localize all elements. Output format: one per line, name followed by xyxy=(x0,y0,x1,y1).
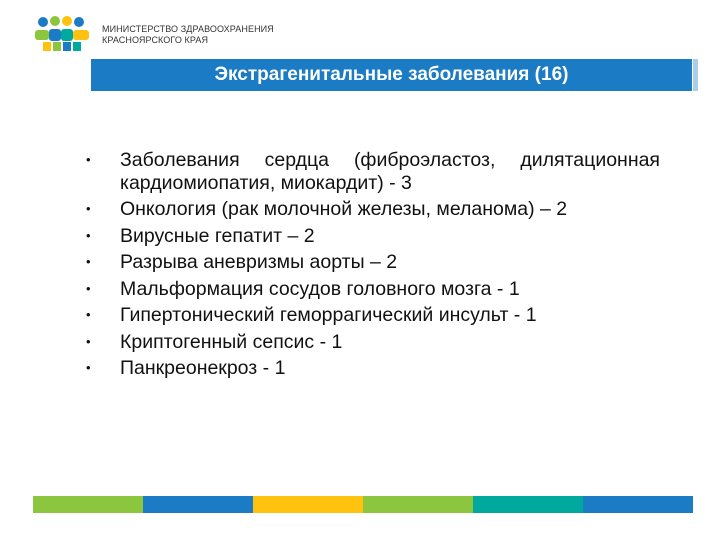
list-item xyxy=(80,198,660,221)
list-item xyxy=(80,278,660,301)
bottom-bar-segment xyxy=(143,496,253,513)
bottom-bar-segment xyxy=(253,496,363,513)
list-item-text: Онкология (рак молочной железы, меланома) – 2 xyxy=(120,198,568,220)
list-item xyxy=(80,357,660,380)
bullet-icon: • xyxy=(86,360,91,375)
list-item xyxy=(80,304,660,327)
bottom-color-bar xyxy=(33,496,693,513)
list-item-text: Разрыва аневризмы аорты – 2 xyxy=(120,251,398,273)
list-item-text: Мальформация сосудов головного мозга - 1 xyxy=(120,277,520,300)
bullet-icon: • xyxy=(86,307,91,322)
list-item-text: Заболевания сердца (фиброэластоз, дилятационная кардиомиопатия, миокардит) - 3 xyxy=(120,149,660,194)
title-accent-stripe xyxy=(693,59,698,91)
bullet-icon: • xyxy=(86,333,91,349)
bottom-bar-segment xyxy=(583,496,693,513)
family-figures-logo-icon xyxy=(33,16,95,52)
slide-title: Экстрагенитальные заболевания (16) xyxy=(214,64,569,85)
bullet-icon: • xyxy=(86,280,91,296)
list-item-text: Панкреонекроз - 1 xyxy=(120,357,286,379)
disease-list xyxy=(80,149,660,384)
bullet-icon: • xyxy=(86,227,91,243)
slide-title-bar xyxy=(91,59,692,91)
bottom-bar-segment xyxy=(473,496,583,513)
bottom-bar-segment xyxy=(363,496,473,513)
list-item-text: Гипертонический геморрагический инсульт - 1 xyxy=(120,304,537,326)
list-item-text: Криптогенный сепсис - 1 xyxy=(120,330,343,353)
ministry-line-2: КРАСНОЯРСКОГО КРАЯ xyxy=(102,35,209,45)
list-item xyxy=(80,331,660,354)
list-item xyxy=(80,149,660,194)
list-item xyxy=(80,251,660,274)
ministry-line-1: МИНИСТЕРСТВО ЗДРАВООХРАНЕНИЯ xyxy=(102,24,274,34)
bullet-icon: • xyxy=(86,254,91,269)
bottom-bar-segment xyxy=(33,496,143,513)
list-item-text: Вирусные гепатит – 2 xyxy=(120,224,315,247)
bullet-icon: • xyxy=(86,152,91,167)
list-item xyxy=(80,225,660,248)
ministry-name xyxy=(102,24,274,46)
bullet-icon: • xyxy=(86,201,91,216)
